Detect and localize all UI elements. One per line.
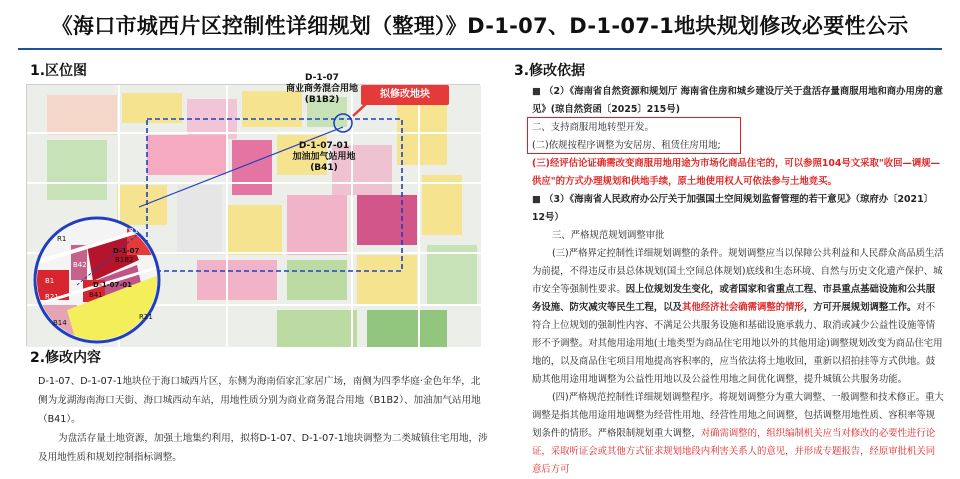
inset-label-r21-a: R21: [139, 313, 153, 321]
basis-item2-sub: 三、严格规范规划调整审批: [552, 230, 665, 241]
content-text: [38, 372, 488, 467]
callout-b1b2-class: (B1B2): [304, 95, 340, 105]
basis-item2-p1: [532, 245, 944, 389]
basis-item2-p1-d: 对不符合上位规划的强制性内容、不满足公共服务设施和基础设施承载力、取消或减少公益性设施等情形不予调整。对其他用途用地(土地类型为商品住宅用地以外的其他用途)调整规划改变为商品住宅用地的，以及商品住宅项目用地提高容积率的，应当依法将土地收回，重新以招拍挂等方式供地。鼓励其他用途用地调整为公益性用地以及公益性用地之间优化调整，提升城镇公共服务功能。: [532, 302, 943, 385]
basis-text: [532, 83, 944, 479]
basis-item1-line1: 二、支持商服用地转型开发。: [532, 122, 654, 133]
inset-label-d10701: D-1-07-01: [93, 281, 133, 289]
inset-label-r1-b: R1: [129, 227, 139, 235]
basis-item1-title-text: （2）《海南省自然资源和规划厅 海南省住房和城乡建设厅关于盘活存量商服用地和商办用房的意见》(琼自然资函〔2025〕215号): [532, 86, 943, 115]
basis-item2-p2: [532, 389, 944, 479]
inset-label-d107: D-1-07: [113, 247, 140, 255]
basis-item1-red: (三)经评估论证确需改变商服用地用途为市场化商品住宅的，可以参照104号文采取"收回—调规—供应"的方式办理规划和供地手续，原土地使用权人可依法参与土地竞买。: [532, 158, 941, 187]
inset-label-b14: B14: [53, 319, 67, 327]
basis-item1-title: ■ （2）《海南省自然资源和规划厅 海南省住房和城乡建设厅关于盘活存量商服用地和商办用房的意见》(琼自然资函〔2025〕215号): [532, 86, 943, 115]
callout-b41-use: 加油加气站用地: [292, 152, 356, 162]
inset-label-r21-b: R21: [45, 293, 59, 301]
content-paragraph-1: D-1-07、D-1-07-1地块位于海口城西片区，东侧为海南佰家汇家居广场，南侧为四季华庭·金色年华，北侧为龙湖海南海口天街、海口城西动车站，用地性质分别为商业商务混合用地（B1B2）、加油加气站用地（B41）。: [38, 376, 481, 425]
content-paragraph-2: 为盘活存量土地资源，加强土地集约利用，拟将D-1-07、D-1-07-1地块调整为二类城镇住宅用地，涉及用地性质和规划控制指标调整。: [38, 433, 488, 463]
callout-b1b2: [279, 73, 365, 106]
basis-item2-p2-a: (四)严格规范控制性详细规划调整程序。将规划调整分为重大调整、一般调整和技术修正。重大调整是指其他用途用地调整为经营性用地、经营性用地之间调整，包括调整用地性质、容积率等规划条件的情形。严格限制规划重大调整，: [532, 392, 944, 439]
inset-label-b41: B41: [89, 291, 103, 299]
inset-label-b1b2: B1B2: [115, 256, 134, 264]
location-map: [26, 73, 480, 346]
section-location-heading: 1.区位图: [30, 63, 88, 79]
basis-item1-line2: (二)依规按程序调整为安居房、租赁住房用地;: [532, 140, 721, 151]
inset-label-b1: B1: [45, 277, 55, 285]
basis-item2-title-text: （3）《海南省人民政府办公厅关于加强国土空间规划监督管理的若干意见》（琼府办〔2021〕12号）: [532, 194, 933, 223]
basis-item2-title: ■ （3）《海南省人民政府办公厅关于加强国土空间规划监督管理的若干意见》（琼府办〔2021〕12号）: [532, 194, 933, 223]
callout-b41-code: D-1-07-01: [298, 141, 350, 151]
callout-b1b2-use: 商业商务混合用地: [285, 84, 358, 94]
basis-item2-p1-red: 其他经济社会确需调整的情形: [682, 302, 804, 313]
section-content-heading: 2.修改内容: [30, 350, 102, 366]
section-basis-heading: 3.修改依据: [514, 63, 586, 79]
callout-b41-class: (B41): [310, 163, 338, 173]
modification-site-tag: 拟修改地块: [361, 85, 449, 105]
basis-item2-p2-red: 对确需调整的，组织编制机关应当对修改的必要性进行论证，采取听证会或其他方式征求规划地段内利害关系人的意见，并形成专题报告，经原审批机关同意后方可: [532, 428, 936, 475]
basis-item2-p1-b: 因上位规划发生变化，或者国家和省重点工程、市县重点基础设施和公共服务设施、防灾减灾等民生工程，以及: [532, 284, 936, 313]
title-divider: [18, 48, 942, 50]
inset-label-b42: B42: [73, 261, 87, 269]
basis-item2-p1-c: ，方可开展规划调整工作。: [803, 302, 917, 313]
page-title: 《海口市城西片区控制性详细规划（整理）》D-1-07、D-1-07-1地块规划修改必要性公示: [51, 14, 909, 38]
basis-item2-p1-a: (三)严格界定控制性详细规划调整的条件。规划调整应当以保障公共利益和人民群众高品质生活为前提，不得违反市县总体规划(国土空间总体规划)底线和生态环境、自然与历史文化遗产保护、城市安全等强制性要求。: [532, 248, 944, 295]
callout-b1b2-code: D-1-07: [305, 73, 339, 83]
callout-b41: [284, 141, 364, 174]
map-canvas: [27, 85, 481, 347]
inset-label-r1-a: R1: [57, 235, 67, 243]
